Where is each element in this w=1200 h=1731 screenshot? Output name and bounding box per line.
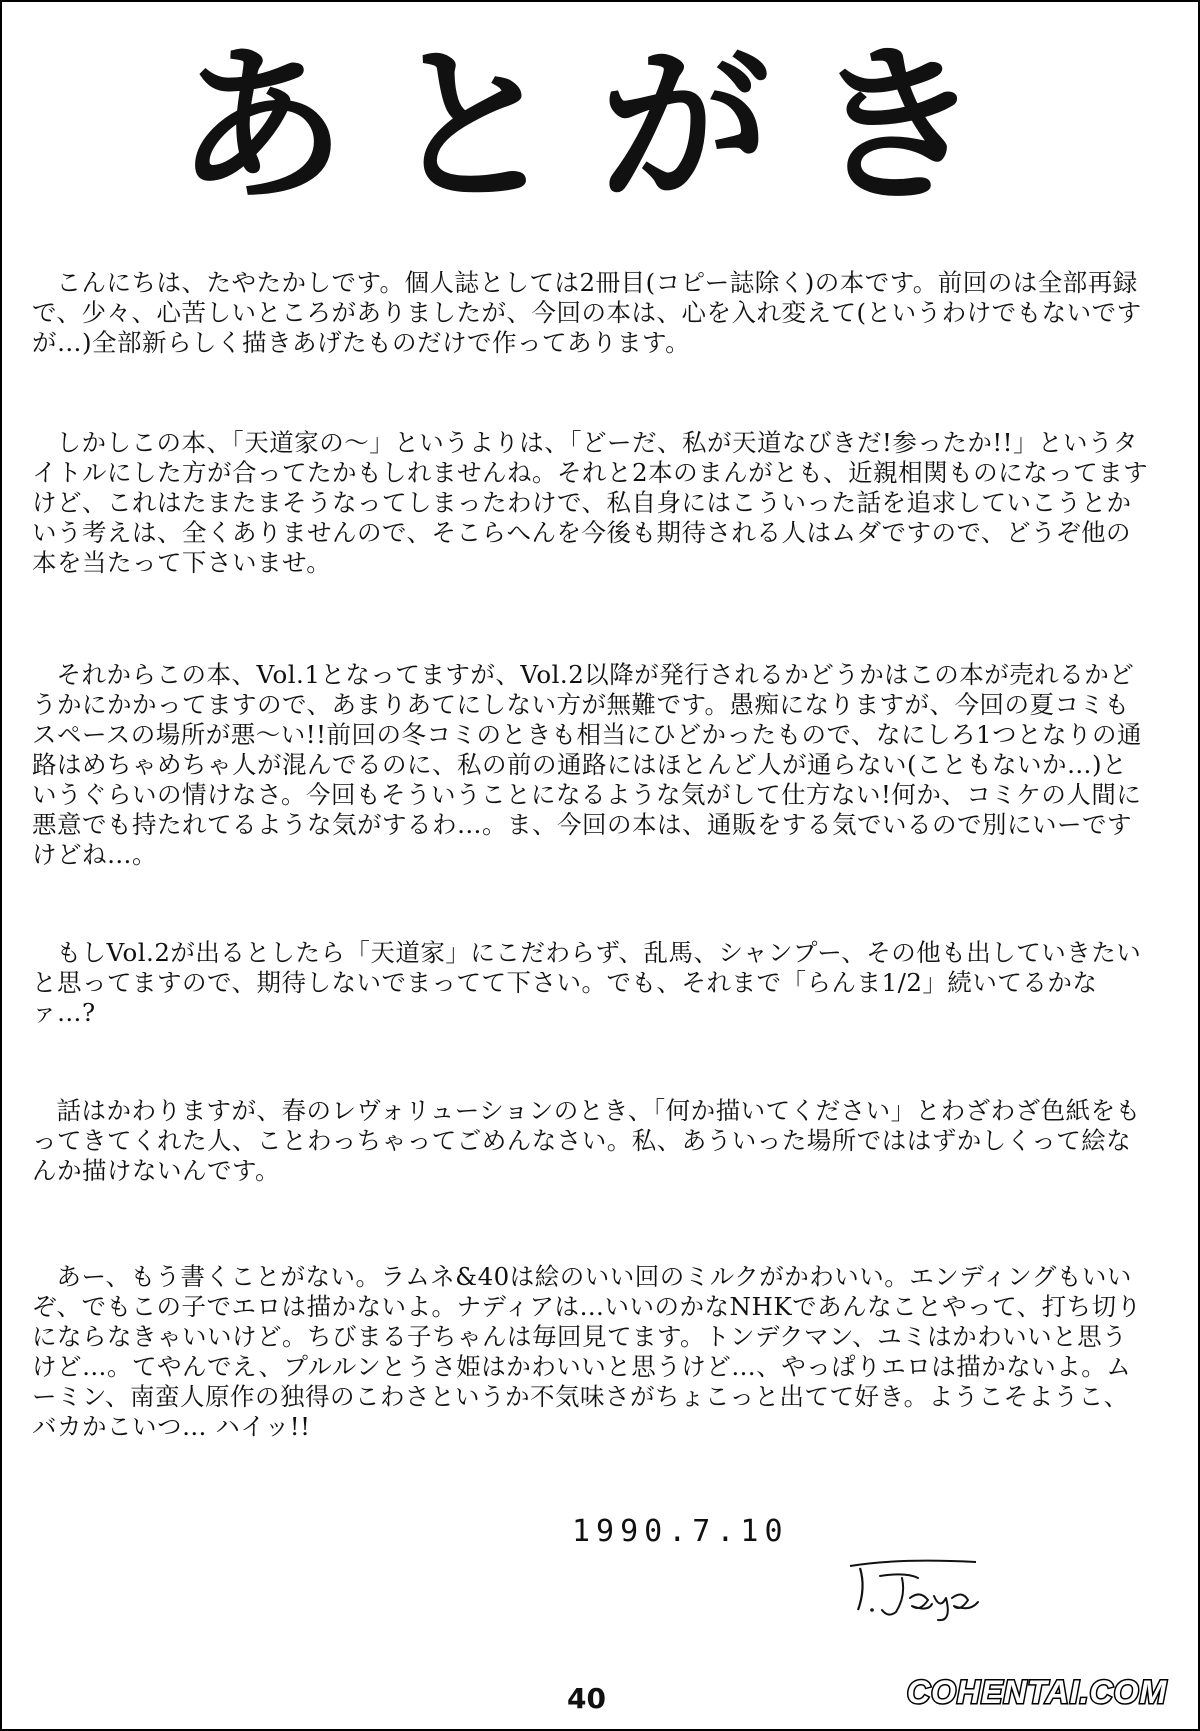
- paragraph-3: それからこの本、Vol.1となってますが、Vol.2以降が発行されるかどうかはこの本が売れるかどうかにかかってますので、あまりあてにしない方が無難です。愚痴になりますが、今回の夏コミもスペースの場所が悪〜い!!前回の冬コミのときも相当にひどかったもので、なにしろ1つとなりの通路はめちゃめちゃ人が混んでるのに、私の前の通路にはほとんど人が通らない(こともないか…)というぐらいの情けなさ。今回もそういうことになるような気がして仕方ない!何か、コミケの人間に悪意でも持たれてるような気がするわ…。ま、今回の本は、通販をする気でいるので別にいーですけどね…。: [32, 660, 1143, 869]
- signature: [848, 1552, 1008, 1622]
- paragraph-1: こんにちは、たやたかしです。個人誌としては2冊目(コピー誌除く)の本です。前回のは全部再録で、少々、心苦しいところがありましたが、今回の本は、心を入れ変えて(というわけでもないですが…)全部新らしく描きあげたものだけで作ってあります。: [32, 268, 1142, 357]
- paragraph-4: もしVol.2が出るとしたら「天道家」にこだわらず、乱馬、シャンプー、その他も出していきたいと思ってますので、期待しないでまってて下さい。でも、それまで「らんま1/2」続いてるかなァ…?: [32, 938, 1142, 1027]
- page-title: あとがき: [175, 28, 1024, 226]
- date: 1990.7.10: [572, 1514, 789, 1549]
- paragraph-5: 話はかわりますが、春のレヴォリューションのとき、「何か描いてください」とわざわざ色紙をもってきてくれた人、ことわっちゃってごめんなさい。私、あういった場所でははずかしくって絵なんか描けないんです。: [32, 1096, 1141, 1185]
- paragraph-2: しかしこの本、「天道家の〜」というよりは、「どーだ、私が天道なびきだ!参ったか!!」というタイトルにした方が合ってたかもしれませんね。それと2本のまんがとも、近親相関ものになってますけど、これはたまたまそうなってしまったわけで、私自身にはこういった話を追求していこうとかいう考えは、全くありませんので、そこらへんを今後も期待される人はムダですので、どうぞ他の本を当たって下さいませ。: [32, 428, 1149, 577]
- page-number: 40: [567, 1682, 606, 1715]
- watermark-logo: [892, 1670, 1182, 1714]
- paragraph-6: あー、もう書くことがない。ラムネ&40は絵のいい回のミルクがかわいい。エンディングもいいぞ、でもこの子でエロは描かないよ。ナディアは…いいのかなNHKであんなことやって、打ち切りにならなきゃいいけど。ちびまる子ちゃんは毎回見てます。トンデクマン、ユミはかわいいと思うけど…。てやんでえ、プルルンとうさ姫はかわいいと思うけど…、やっぱりエロは描かないよ。ムーミン、南蛮人原作の独得のこわさというか不気味さがちょこっと出てて好き。ようこそようこ、バカかこいつ… ハイッ!!: [32, 1262, 1142, 1441]
- svg-text:COHENTAI.COM: COHENTAI.COM: [906, 1674, 1168, 1710]
